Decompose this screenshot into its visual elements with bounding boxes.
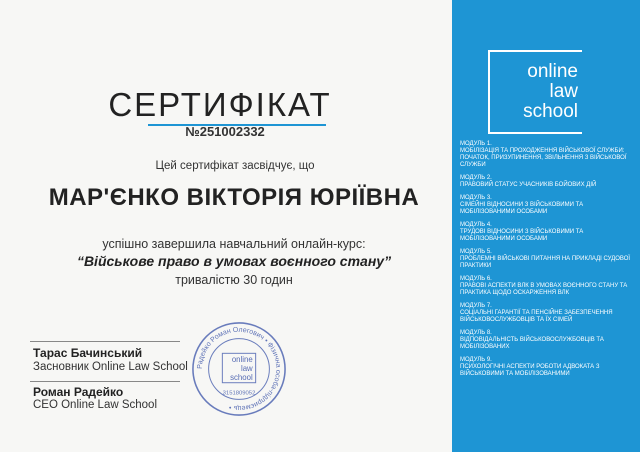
list-item (460, 357, 635, 378)
signatory-role: CEO Online Law School (33, 399, 158, 411)
module-title: ПРОБЛЕМНІ ВІЙСЬКОВІ ПИТАННЯ НА ПРИКЛАДІ СУДОВОЇ ПРАКТИКИ (460, 256, 631, 269)
module-label: МОДУЛЬ 9. (460, 357, 492, 363)
signature-line (30, 381, 180, 382)
list-item (460, 249, 635, 270)
signatory-name: Роман Радейко (33, 385, 124, 399)
certificate-number: №251002332 (185, 124, 265, 139)
svg-text:3151809052: 3151809052 (222, 390, 256, 397)
list-item (460, 222, 635, 243)
module-title: ТРУДОВІ ВІДНОСИНИ З ВІЙСЬКОВИМИ ТА МОБІЛІЗОВАНИМИ ОСОБАМИ (460, 229, 584, 242)
module-title: МОБІЛІЗАЦІЯ ТА ПРОХОДЖЕННЯ ВІЙСЬКОВОЇ СЛУЖБИ: ПОЧАТОК, ПРИЗУПИНЕННЯ, ЗВІЛЬНЕННЯ З ВІЙСЬКОВОЇ СЛУЖБИ (460, 148, 627, 168)
recipient-name: МАР'ЄНКО ВІКТОРІЯ ЮРІЇВНА (48, 184, 420, 211)
module-label: МОДУЛЬ 3. (460, 195, 492, 201)
signature-line (30, 341, 180, 342)
online-law-school-logo (488, 50, 582, 134)
module-label: МОДУЛЬ 8. (460, 330, 492, 336)
list-item (460, 330, 635, 351)
logo-line-law: law (549, 81, 578, 102)
module-label: МОДУЛЬ 5. (460, 249, 492, 255)
svg-text:online: online (231, 355, 253, 365)
module-title: ВІДПОВІДАЛЬНІСТЬ ВІЙСЬКОВОСЛУЖБОВЦІВ ТА МОБІЛІЗОВАНИХ (460, 337, 604, 350)
module-label: МОДУЛЬ 2. (460, 175, 492, 181)
module-label: МОДУЛЬ 6. (460, 276, 492, 282)
logo-line-school: school (523, 101, 578, 122)
signatory-role: Засновник Online Law School (33, 361, 188, 373)
certificate-title: СЕРТИФІКАТ (108, 86, 332, 123)
svg-text:Радейко Роман Олегович • Фізич: Радейко Роман Олегович • Фізична особа-підприємець • (196, 326, 282, 412)
svg-text:school: school (230, 372, 253, 382)
list-item (460, 276, 635, 297)
module-title: ПРАВОВИЙ СТАТУС УЧАСНИКІВ БОЙОВИХ ДІЙ (460, 182, 597, 188)
list-item (460, 195, 635, 216)
list-item (460, 175, 635, 189)
course-duration: тривалістю 30 годин (175, 273, 293, 287)
module-title: СОЦІАЛЬНІ ГАРАНТІЇ ТА ПЕНСІЙНЕ ЗАБЕЗПЕЧЕННЯ ВІЙСЬКОВОСЛУЖБОВЦІВ ТА ЇХ СІМЕЙ (460, 310, 613, 323)
module-title: ПРАВОВІ АСПЕКТИ ВЛК В УМОВАХ ВОЄННОГО СТАНУ ТА ПРАКТИКА ЩОДО ОСКАРЖЕННЯ ВЛК (460, 283, 628, 296)
module-label: МОДУЛЬ 1. (460, 141, 492, 147)
official-stamp (190, 320, 288, 418)
signatory-name: Тарас Бачинський (33, 346, 143, 360)
module-label: МОДУЛЬ 4. (460, 222, 492, 228)
module-label: МОДУЛЬ 7. (460, 303, 492, 309)
module-title: СІМЕЙНІ ВІДНОСИНИ З ВІЙСЬКОВИМИ ТА МОБІЛІЗОВАНИМИ ОСОБАМИ (460, 202, 584, 215)
modules-panel (452, 0, 640, 452)
certificate-intro: Цей сертифікат засвідчує, що (155, 160, 315, 172)
course-title: “Військове право в умовах воєнного стану” (76, 253, 392, 269)
svg-text:law: law (240, 363, 253, 373)
logo-line-online: online (527, 61, 578, 82)
module-title: ПСИХОЛОГІЧНІ АСПЕКТИ РОБОТИ АДВОКАТА З ВІЙСЬКОВИМИ ТА МОБІЛІЗОВАНИМИ (460, 364, 600, 377)
list-item (460, 141, 635, 169)
list-item (460, 303, 635, 324)
completion-text: успішно завершила навчальний онлайн-курс: (102, 237, 366, 251)
module-list (460, 141, 635, 384)
